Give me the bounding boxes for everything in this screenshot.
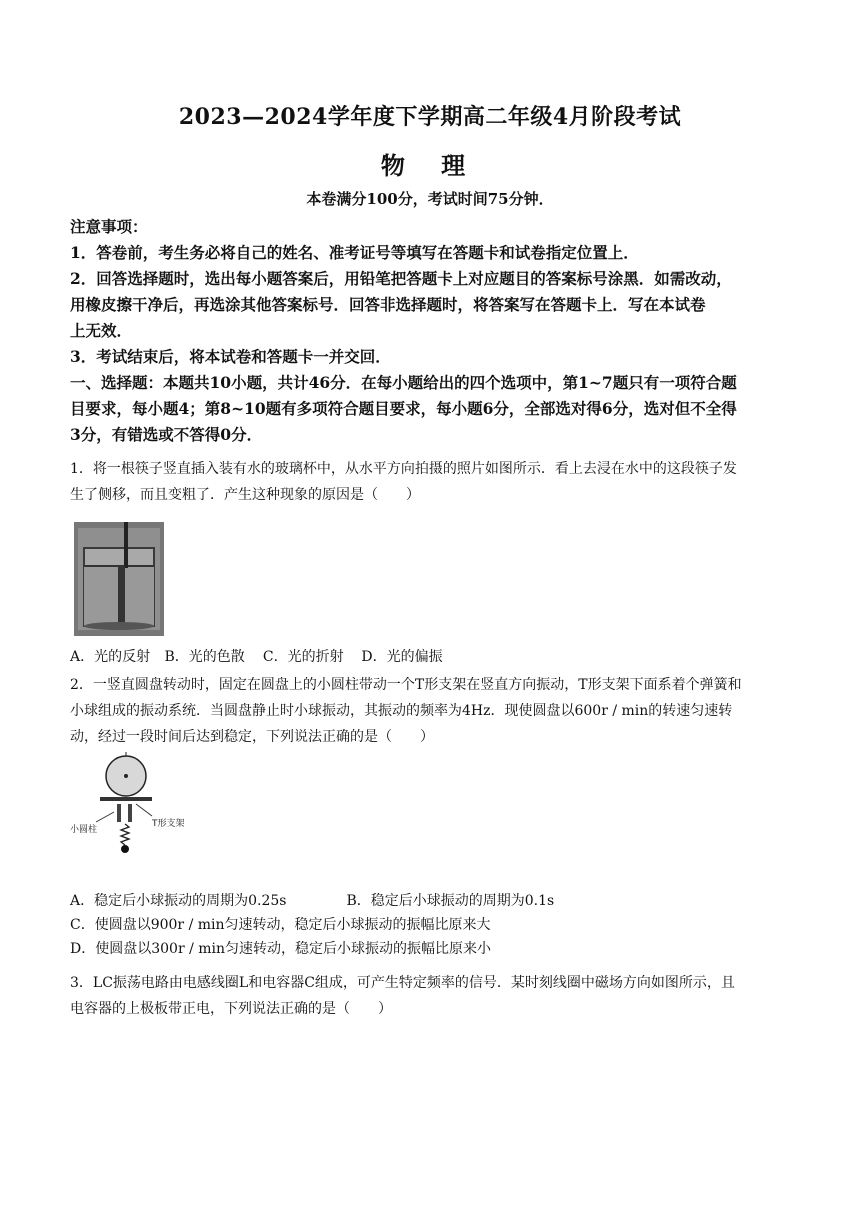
section1-line-2: 目要求，每小题4；第8~10题有多项符合题目要求，每小题6分，全部选对得6分，选对但不全得	[70, 399, 737, 418]
q2-option-c[interactable]: C．使圆盘以900r / min匀速转动，稳定后小球振动的振幅比原来大	[70, 917, 491, 933]
q2-option-d[interactable]: D．使圆盘以300r / min匀速转动，稳定后小球振动的振幅比原来小	[70, 941, 492, 957]
q1-options	[70, 645, 443, 669]
q1-option-d[interactable]: D．光的偏振	[361, 649, 443, 665]
q1-option-a[interactable]: A．光的反射	[70, 649, 151, 665]
q2-stem-line-3: 动，经过一段时间后达到稳定，下列说法正确的是（ ）	[70, 729, 434, 745]
subject-title: 物 理	[380, 151, 480, 180]
section1-line-3: 3分，有错选或不答得0分．	[70, 425, 263, 444]
chopstick-in-water-photo	[74, 522, 164, 636]
question-1	[70, 456, 794, 508]
q2-stem-line-2: 小球组成的振动系统．当圆盘静止时小球振动，其振动的频率为4Hz．现使圆盘以600r / min的转速匀速转	[70, 703, 733, 719]
q3-stem-line-1: 3．LC振荡电路由电感线圈L和电容器C组成，可产生特定频率的信号．某时刻线圈中磁场方向如图所示，且	[70, 975, 735, 991]
q1-option-b[interactable]: B．光的色散	[164, 649, 245, 665]
question-3	[70, 970, 794, 1022]
exam-meta: 本卷满分100分，考试时间75分钟．	[306, 190, 554, 208]
rotating-disk-spring-diagram	[70, 752, 200, 862]
q1-stem-line-2: 生了侧移，而且变粗了．产生这种现象的原因是（ ）	[70, 487, 420, 503]
q1-stem-line-1: 1．将一根筷子竖直插入装有水的玻璃杯中，从水平方向拍摄的照片如图所示．看上去浸在水中的这段筷子发	[70, 461, 737, 477]
notice-heading: 注意事项：	[70, 217, 148, 236]
notice-section	[70, 214, 794, 448]
q3-stem-line-2: 电容器的上极板带正电，下列说法正确的是（ ）	[70, 1001, 392, 1017]
exam-title: 2023—2024学年度下学期高二年级4月阶段考试	[178, 104, 682, 130]
notice-item-1: 1．答卷前，考生务必将自己的姓名、准考证号等填写在答题卡和试卷指定位置上．	[70, 243, 639, 262]
notice-item-3: 3．考试结束后，将本试卷和答题卡一并交回．	[70, 347, 391, 366]
q1-option-c[interactable]: C．光的折射	[262, 649, 344, 665]
question-2	[70, 672, 794, 750]
q2-options	[70, 889, 554, 961]
q2-stem-line-1: 2．一竖直圆盘转动时，固定在圆盘上的小圆柱带动一个T形支架在竖直方向振动，T形支架下面系着个弹簧和	[70, 677, 742, 693]
q2-option-b[interactable]: B．稳定后小球振动的周期为0.1s	[346, 893, 555, 909]
notice-item-2-line-3: 上无效．	[70, 321, 133, 340]
figure-label-frame: T形支架	[152, 819, 185, 829]
section1-line-1: 一、选择题：本题共10小题，共计46分．在每小题给出的四个选项中，第1~7题只有一项符合题	[70, 373, 737, 392]
notice-item-2-line-2: 用橡皮擦干净后，再选涂其他答案标号．回答非选择题时，将答案写在答题卡上．写在本试卷	[70, 295, 706, 314]
q2-option-a[interactable]: A．稳定后小球振动的周期为0.25s	[70, 893, 287, 909]
notice-item-2-line-1: 2．回答选择题时，选出每小题答案后，用铅笔把答题卡上对应题目的答案标号涂黑．如需改动，	[70, 269, 732, 288]
figure-label-cylinder: 小圆柱	[70, 825, 98, 835]
